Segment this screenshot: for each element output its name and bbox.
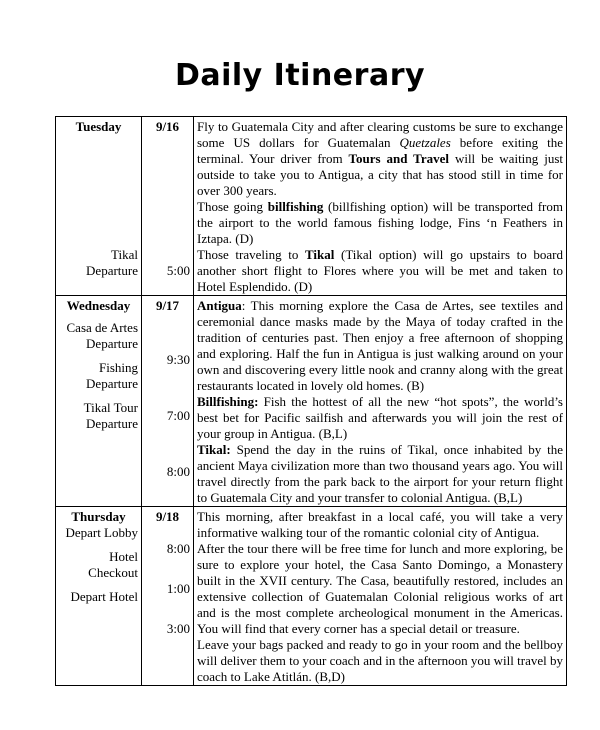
table-row (56, 507, 567, 686)
day-name: Wednesday (66, 298, 131, 313)
time-label: Fishing Departure (86, 360, 138, 391)
time-label: Casa de Artes Departure (66, 320, 138, 351)
time: 7:00 (166, 408, 190, 423)
day-cell (56, 117, 142, 296)
table-row (56, 296, 567, 507)
date-cell (142, 296, 194, 507)
date-cell (142, 507, 194, 686)
date-cell (142, 117, 194, 296)
paragraph: Those traveling to Tikal (Tikal option) will go upstairs to board another short flight to Flores where you will be met and taken to Hotel Esplendido. (D) (197, 247, 563, 294)
paragraph: Billfishing: Fish the hottest of all the new “hot spots”, the world’s best bet for Pacific sailfish and afterwards you will join the rest of your group in Antigua. (B,L) (197, 394, 563, 441)
table-row (56, 117, 567, 296)
date: 9/16 (155, 119, 180, 134)
time: 3:00 (166, 621, 190, 636)
day-name: Tuesday (75, 119, 122, 134)
date: 9/18 (155, 509, 180, 524)
page-title: Daily Itinerary (174, 58, 426, 93)
day-cell (56, 507, 142, 686)
description-cell (194, 507, 567, 686)
day-name: Thursday (71, 509, 126, 524)
itinerary-table (55, 116, 567, 686)
paragraph: Leave your bags packed and ready to go in your room and the bellboy will deliver them to your coach and in the afternoon you will travel by coach to Lake Atitlán. (B,D) (197, 637, 563, 684)
paragraph: Fly to Guatemala City and after clearing customs be sure to exchange some US dollars for Guatemalan Quetzales before exiting the terminal. Your driver from Tours and Travel will be waiting just outside to take you to Antigua, a city that has stood still in time for over 300 years. (197, 119, 563, 198)
time-label: Tikal Departure (86, 247, 138, 278)
day-cell (56, 296, 142, 507)
paragraph: After the tour there will be free time for lunch and more exploring, be sure to explore your hotel, the Casa Santo Domingo, a Monastery built in the XVII century. The Casa, beautifully restored, includes an extensive collection of Guatemalan Colonial religious works of art and is the most complete archeological monument in the Americas. You will find that every corner has a special detail or treasure. (197, 541, 563, 636)
time: 1:00 (166, 581, 190, 596)
time: 8:00 (166, 541, 190, 556)
paragraph: Antigua: This morning explore the Casa de Artes, see textiles and ceremonial dance masks made by the Maya of today crafted in the tradition of centuries past. Then enjoy a free afternoon of shopping and exploring. Half the fun in Antigua is just walking around on your own and discovering every little nook and cranny along with the great restaurants located in lovely old homes. (B) (197, 298, 563, 393)
time-label: Depart Lobby (65, 525, 138, 540)
paragraph: This morning, after breakfast in a local café, you will take a very informative walking tour of the romantic colonial city of Antigua. (197, 509, 563, 540)
paragraph: Those going billfishing (billfishing option) will be transported from the airport to the world famous fishing lodge, Fins ‘n Feathers in Iztapa. (D) (197, 199, 563, 246)
paragraph: Tikal: Spend the day in the ruins of Tikal, once inhabited by the ancient Maya civilization more than two thousand years ago. You will travel directly from the park back to the airport for your return flight to Guatemala City and your transfer to colonial Antigua. (B,L) (197, 442, 563, 505)
time-label: Tikal Tour Departure (83, 400, 138, 431)
description-cell (194, 296, 567, 507)
description-cell (194, 117, 567, 296)
time: 9:30 (166, 352, 190, 367)
date: 9/17 (155, 298, 180, 313)
time: 5:00 (166, 263, 190, 278)
time-label: Depart Hotel (70, 589, 138, 604)
time: 8:00 (166, 464, 190, 479)
time-label: Hotel Checkout (88, 549, 138, 580)
